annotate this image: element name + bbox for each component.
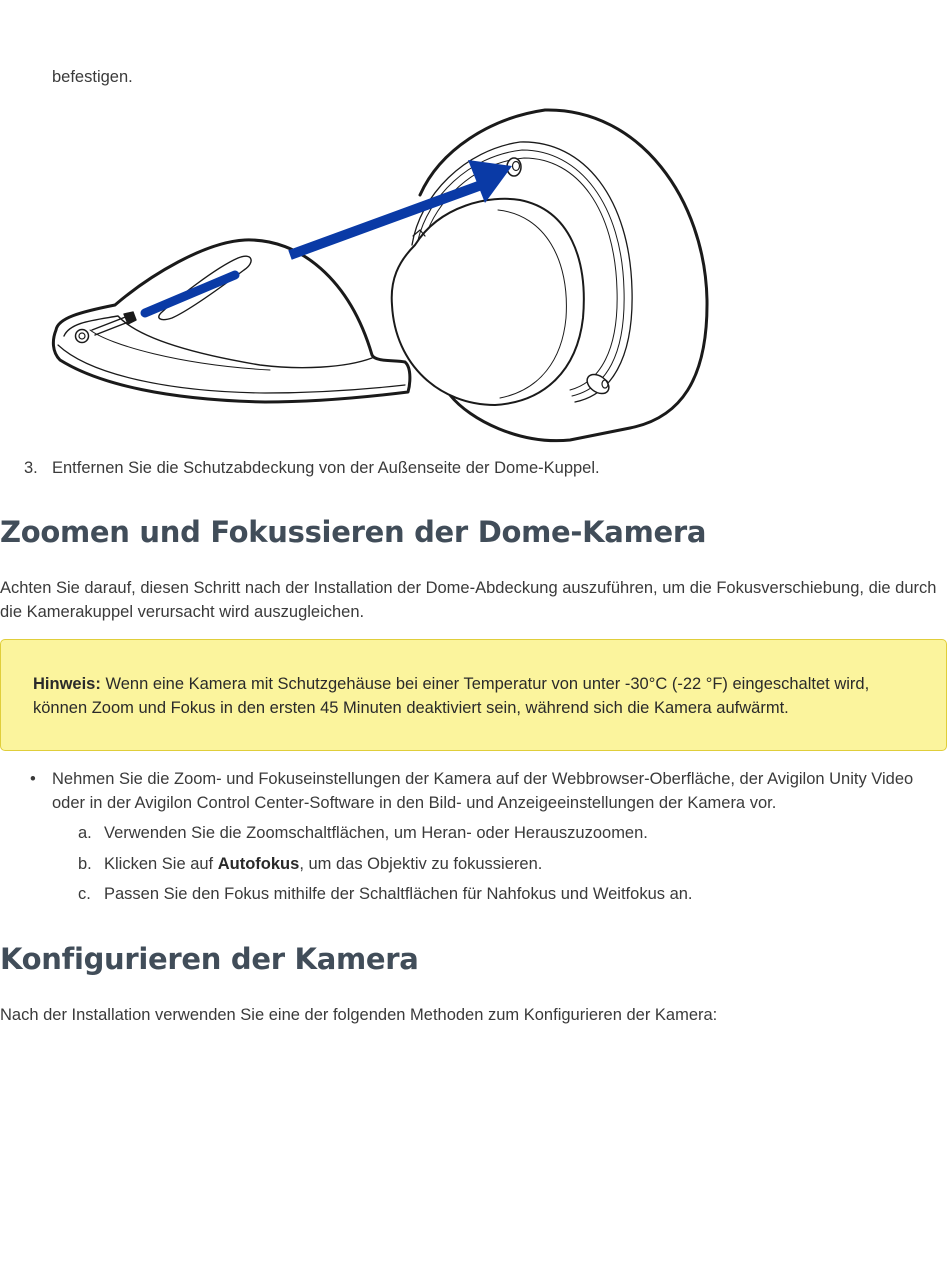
substep-text: Verwenden Sie die Zoomschaltflächen, um Heran- oder Herauszuzoomen. — [104, 824, 648, 842]
step-number: 3. — [24, 459, 38, 477]
zoom-focus-paragraph: Achten Sie darauf, diesen Schritt nach der Installation der Dome-Abdeckung auszuführen, um die Fokusverschiebung, die durch die Kamerakuppel verursacht wird auszugleichen. — [0, 579, 937, 621]
dome-cover-removal-illustration — [45, 100, 725, 450]
bullet-text: Nehmen Sie die Zoom- und Fokuseinstellungen der Kamera auf der Webbrowser-Oberfläche, der Avigilon Unity Video oder in der Avigilon Control Center-Software in den Bild- und Anzeigeeinstellungen der Kamera vor. — [52, 770, 914, 812]
bullet-marker: • — [30, 770, 36, 788]
step-text: Entfernen Sie die Schutzabdeckung von der Außenseite der Dome-Kuppel. — [52, 459, 600, 477]
intro-text-tail: befestigen. — [52, 68, 133, 86]
substep-text — [104, 852, 542, 876]
substep-marker: c. — [78, 885, 91, 903]
note-callout — [0, 639, 947, 751]
configure-paragraph: Nach der Installation verwenden Sie eine der folgenden Methoden zum Konfigurieren der Kamera: — [0, 1006, 718, 1024]
substep-text-pre: Klicken Sie auf — [104, 855, 218, 873]
autofokus-term: Autofokus — [217, 855, 300, 873]
substep-marker: a. — [78, 824, 92, 842]
substep-marker: b. — [78, 855, 92, 873]
substep-text: Passen Sie den Fokus mithilfe der Schaltflächen für Nahfokus und Weitfokus an. — [104, 885, 693, 903]
note-text — [33, 672, 913, 720]
section-heading-zoom-focus: Zoomen und Fokussieren der Dome-Kamera — [0, 515, 707, 549]
section-heading-configure: Konfigurieren der Kamera — [0, 942, 419, 976]
note-body: Wenn eine Kamera mit Schutzgehäuse bei einer Temperatur von unter -30°C (-22 °F) eingeschaltet wird, können Zoom und Fokus in den ersten 45 Minuten deaktiviert sein, während sich die Kamera aufwärmt. — [33, 675, 870, 717]
substep-text-post: , um das Objektiv zu fokussieren. — [299, 855, 543, 873]
note-label: Hinweis: — [33, 675, 101, 693]
